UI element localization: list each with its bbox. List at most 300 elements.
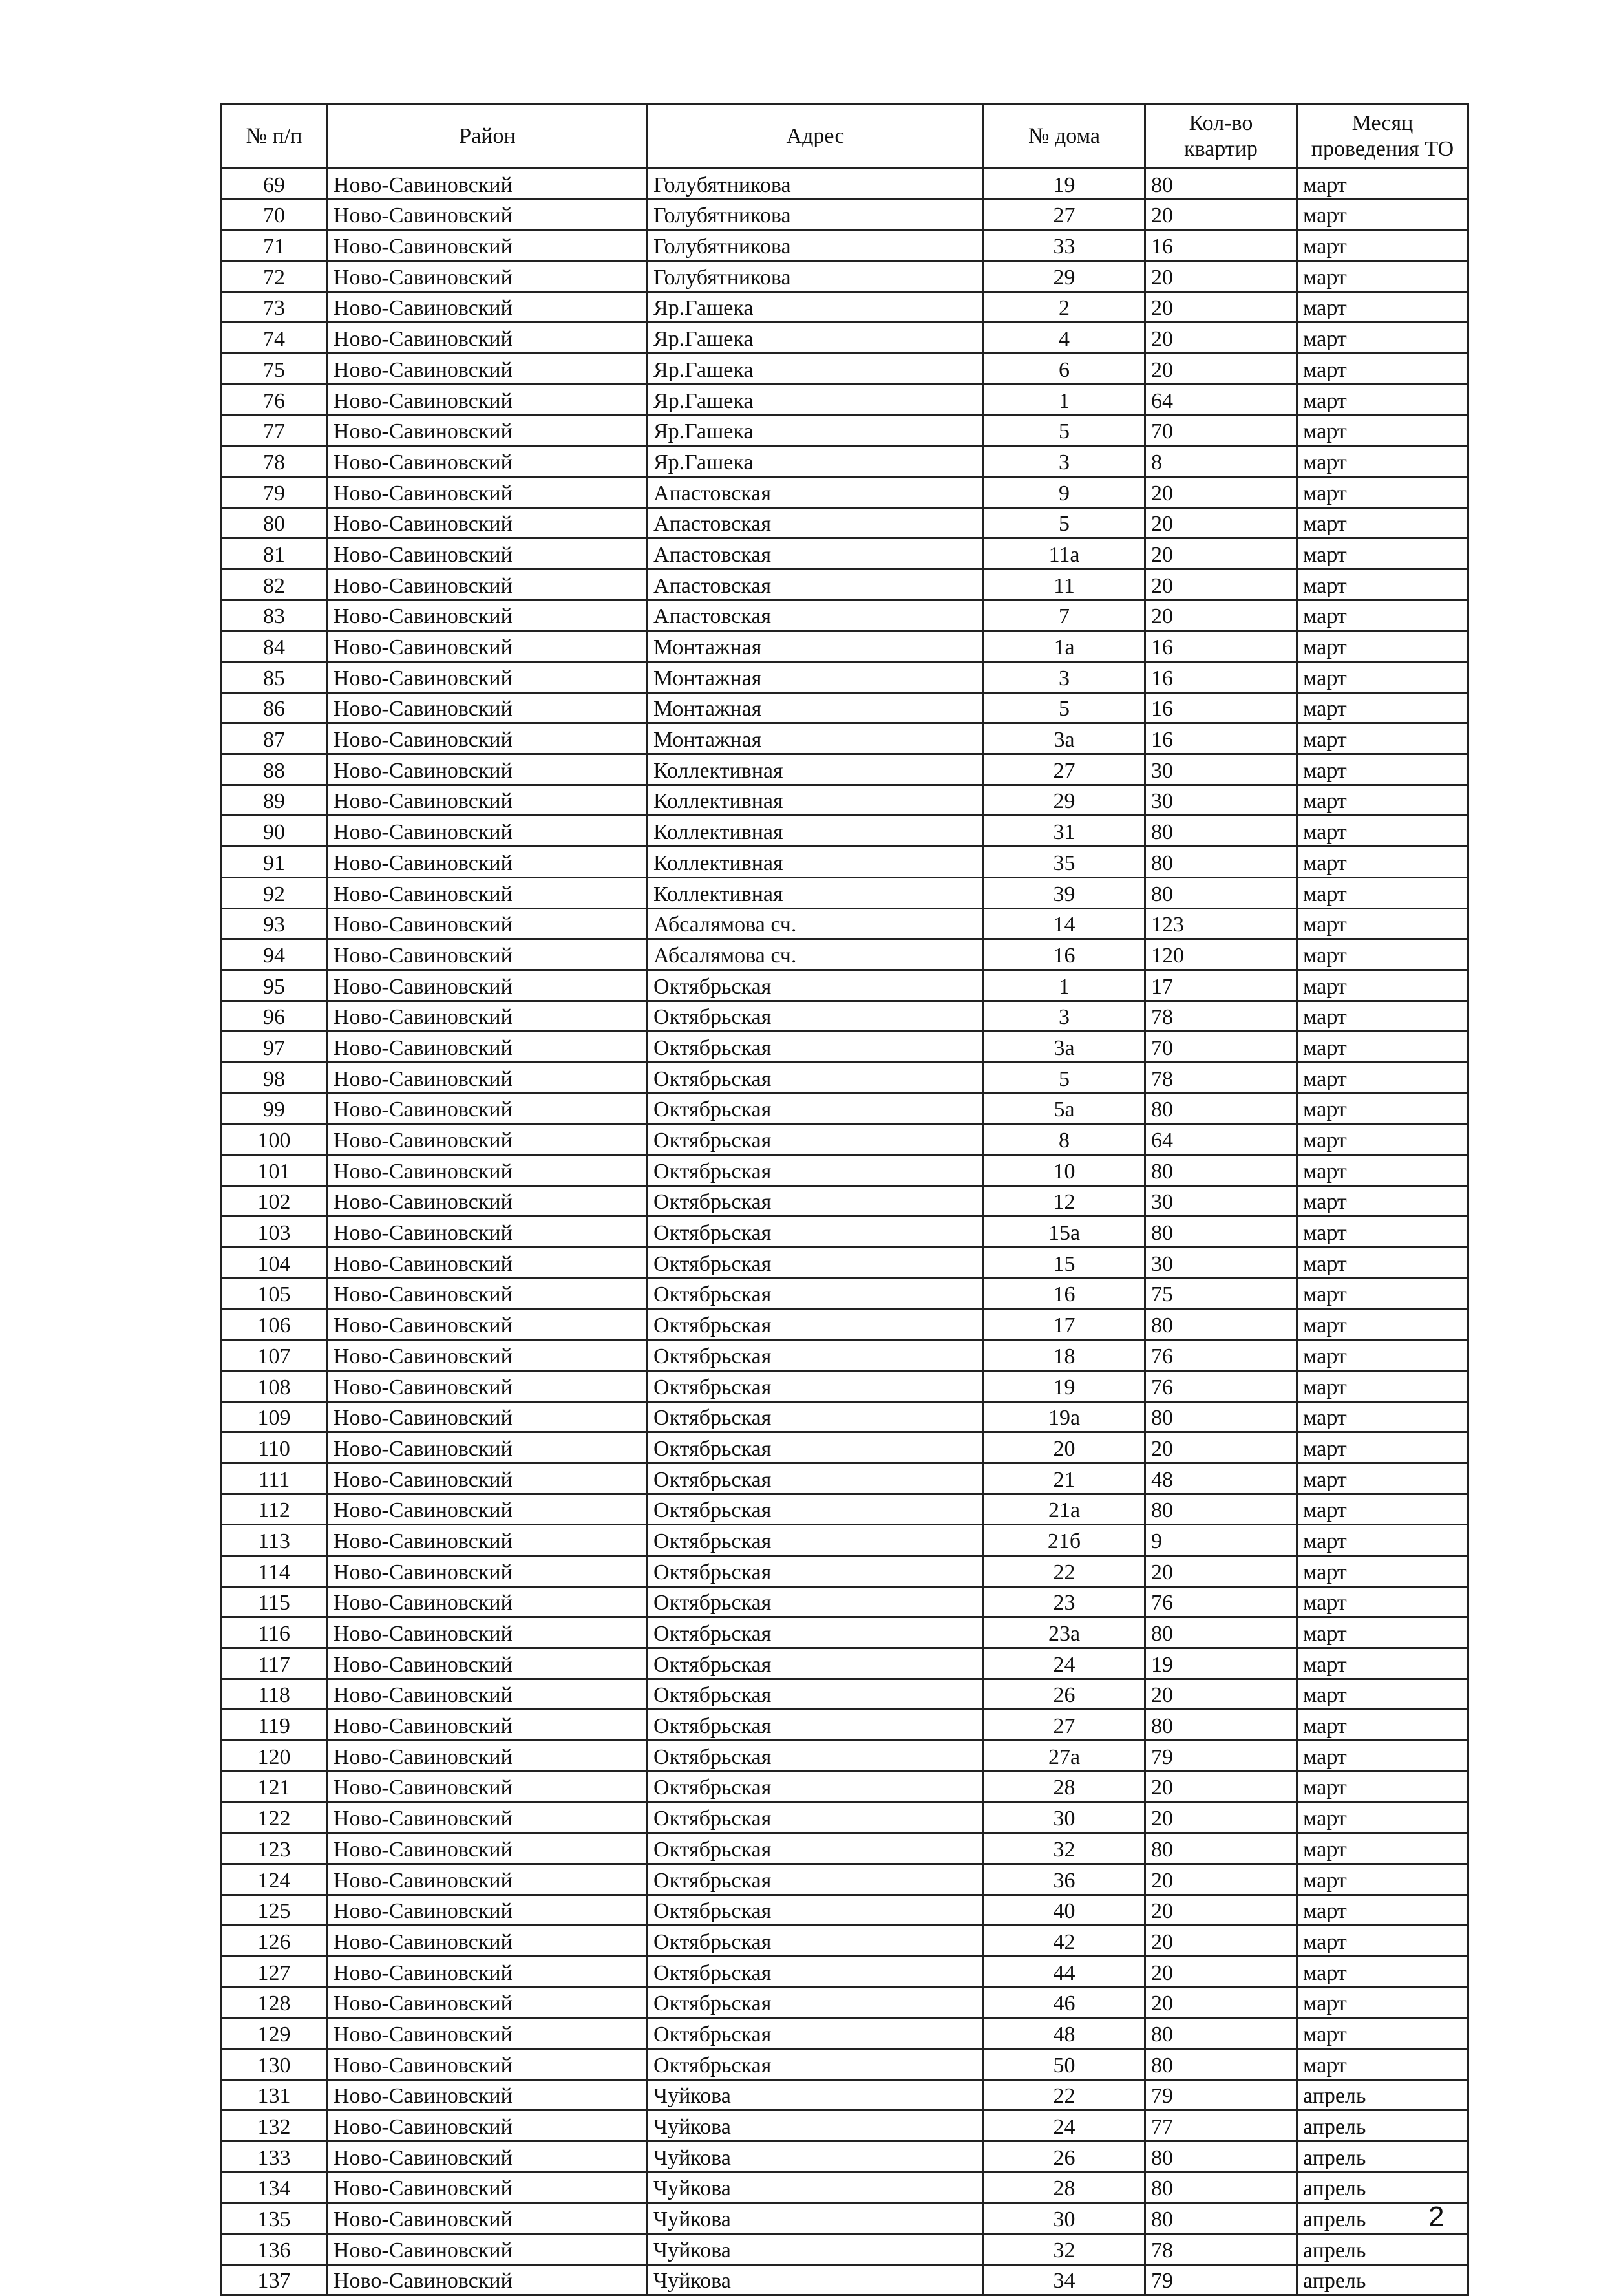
cell-district: Ново-Савиновский: [328, 631, 648, 662]
cell-house: 39: [984, 877, 1145, 908]
cell-house: 19а: [984, 1401, 1145, 1432]
cell-house: 5: [984, 507, 1145, 538]
cell-district: Ново-Савиновский: [328, 1093, 648, 1124]
cell-house: 21: [984, 1463, 1145, 1494]
cell-district: Ново-Савиновский: [328, 446, 648, 477]
cell-house: 27: [984, 199, 1145, 230]
cell-district: Ново-Савиновский: [328, 1956, 648, 1987]
table-row: [221, 1185, 1468, 1217]
cell-flats: 20: [1145, 1864, 1297, 1895]
cell-flats: 76: [1145, 1340, 1297, 1371]
cell-address: Октябрьская: [648, 1679, 984, 1710]
table-row: [221, 1248, 1468, 1279]
cell-district: Ново-Савиновский: [328, 2110, 648, 2142]
cell-district: Ново-Савиновский: [328, 1432, 648, 1463]
table-row: [221, 1093, 1468, 1124]
cell-flats: 20: [1145, 1956, 1297, 1987]
cell-num: 112: [221, 1494, 328, 1525]
cell-house: 5: [984, 415, 1145, 446]
cell-month: март: [1297, 877, 1468, 908]
cell-month: март: [1297, 292, 1468, 323]
cell-flats: 20: [1145, 323, 1297, 354]
cell-flats: 16: [1145, 692, 1297, 723]
cell-num: 79: [221, 476, 328, 507]
cell-address: Октябрьская: [648, 1617, 984, 1648]
cell-num: 73: [221, 292, 328, 323]
cell-flats: 80: [1145, 2018, 1297, 2049]
cell-house: 34: [984, 2264, 1145, 2295]
cell-num: 136: [221, 2234, 328, 2265]
cell-flats: 78: [1145, 1001, 1297, 1032]
cell-num: 114: [221, 1555, 328, 1586]
table-row: [221, 1062, 1468, 1093]
cell-house: 26: [984, 2142, 1145, 2173]
cell-month: март: [1297, 1741, 1468, 1772]
cell-month: март: [1297, 847, 1468, 878]
cell-flats: 20: [1145, 1771, 1297, 1802]
table-row: [221, 1155, 1468, 1186]
cell-flats: 64: [1145, 384, 1297, 415]
cell-flats: 76: [1145, 1586, 1297, 1617]
cell-num: 124: [221, 1864, 328, 1895]
header-month: Месяц проведения ТО: [1297, 105, 1468, 169]
cell-district: Ново-Савиновский: [328, 600, 648, 631]
cell-district: Ново-Савиновский: [328, 292, 648, 323]
cell-num: 95: [221, 970, 328, 1001]
cell-flats: 80: [1145, 1309, 1297, 1340]
table-row: [221, 169, 1468, 200]
cell-district: Ново-Савиновский: [328, 1895, 648, 1926]
cell-house: 32: [984, 1833, 1145, 1864]
cell-house: 11: [984, 569, 1145, 600]
cell-house: 29: [984, 785, 1145, 816]
cell-house: 18: [984, 1340, 1145, 1371]
table-row: [221, 1741, 1468, 1772]
cell-flats: 20: [1145, 569, 1297, 600]
cell-district: Ново-Савиновский: [328, 1771, 648, 1802]
cell-month: март: [1297, 261, 1468, 292]
cell-address: Монтажная: [648, 631, 984, 662]
cell-flats: 8: [1145, 446, 1297, 477]
table-row: [221, 1032, 1468, 1063]
cell-district: Ново-Савиновский: [328, 1586, 648, 1617]
table-row: [221, 507, 1468, 538]
cell-district: Ново-Савиновский: [328, 1926, 648, 1957]
cell-month: апрель: [1297, 2172, 1468, 2203]
table-row: [221, 1802, 1468, 1833]
table-row: [221, 1833, 1468, 1864]
cell-flats: 80: [1145, 1710, 1297, 1741]
cell-address: Октябрьская: [648, 1802, 984, 1833]
cell-address: Голубятникова: [648, 230, 984, 261]
cell-house: 1а: [984, 631, 1145, 662]
cell-num: 133: [221, 2142, 328, 2173]
table-row: [221, 1124, 1468, 1155]
table-row: [221, 2142, 1468, 2173]
cell-house: 50: [984, 2048, 1145, 2079]
cell-house: 23а: [984, 1617, 1145, 1648]
cell-month: апрель: [1297, 2142, 1468, 2173]
cell-num: 134: [221, 2172, 328, 2203]
cell-flats: 70: [1145, 1032, 1297, 1063]
cell-month: март: [1297, 199, 1468, 230]
table-row: [221, 1895, 1468, 1926]
cell-num: 86: [221, 692, 328, 723]
cell-district: Ново-Савиновский: [328, 415, 648, 446]
page-number: 2: [1428, 2201, 1445, 2233]
cell-month: март: [1297, 1956, 1468, 1987]
cell-num: 71: [221, 230, 328, 261]
cell-district: Ново-Савиновский: [328, 970, 648, 1001]
cell-district: Ново-Савиновский: [328, 1032, 648, 1063]
cell-house: 2: [984, 292, 1145, 323]
cell-house: 24: [984, 2110, 1145, 2142]
cell-address: Голубятникова: [648, 261, 984, 292]
cell-district: Ново-Савиновский: [328, 816, 648, 847]
cell-month: март: [1297, 1278, 1468, 1309]
cell-house: 30: [984, 1802, 1145, 1833]
cell-flats: 120: [1145, 939, 1297, 970]
cell-num: 125: [221, 1895, 328, 1926]
cell-month: март: [1297, 723, 1468, 754]
cell-address: Октябрьская: [648, 1956, 984, 1987]
cell-address: Октябрьская: [648, 1062, 984, 1093]
cell-district: Ново-Савиновский: [328, 754, 648, 785]
cell-district: Ново-Савиновский: [328, 2172, 648, 2203]
cell-num: 100: [221, 1124, 328, 1155]
cell-month: март: [1297, 785, 1468, 816]
cell-num: 117: [221, 1648, 328, 1679]
cell-district: Ново-Савиновский: [328, 2234, 648, 2265]
cell-num: 88: [221, 754, 328, 785]
table-row: [221, 877, 1468, 908]
table-row: [221, 1525, 1468, 1556]
cell-month: март: [1297, 230, 1468, 261]
cell-address: Октябрьская: [648, 1895, 984, 1926]
cell-flats: 20: [1145, 354, 1297, 385]
cell-month: март: [1297, 1309, 1468, 1340]
cell-address: Чуйкова: [648, 2234, 984, 2265]
cell-month: март: [1297, 569, 1468, 600]
cell-house: 15: [984, 1248, 1145, 1279]
cell-address: Октябрьская: [648, 1124, 984, 1155]
cell-month: март: [1297, 754, 1468, 785]
cell-flats: 78: [1145, 1062, 1297, 1093]
table-row: [221, 847, 1468, 878]
header-flats: Кол-во квартир: [1145, 105, 1297, 169]
header-address: Адрес: [648, 105, 984, 169]
cell-num: 94: [221, 939, 328, 970]
cell-num: 135: [221, 2203, 328, 2234]
cell-address: Октябрьская: [648, 1340, 984, 1371]
cell-address: Абсалямова сч.: [648, 908, 984, 939]
cell-num: 108: [221, 1370, 328, 1401]
cell-flats: 20: [1145, 292, 1297, 323]
cell-month: март: [1297, 1093, 1468, 1124]
cell-address: Октябрьская: [648, 1432, 984, 1463]
table-row: [221, 1370, 1468, 1401]
cell-flats: 17: [1145, 970, 1297, 1001]
cell-flats: 20: [1145, 1895, 1297, 1926]
cell-house: 5: [984, 692, 1145, 723]
cell-house: 22: [984, 2079, 1145, 2110]
cell-flats: 16: [1145, 230, 1297, 261]
cell-house: 28: [984, 1771, 1145, 1802]
cell-address: Чуйкова: [648, 2142, 984, 2173]
cell-district: Ново-Савиновский: [328, 662, 648, 693]
cell-district: Ново-Савиновский: [328, 169, 648, 200]
cell-district: Ново-Савиновский: [328, 1987, 648, 2018]
table-row: [221, 384, 1468, 415]
cell-address: Чуйкова: [648, 2264, 984, 2295]
cell-address: Октябрьская: [648, 1401, 984, 1432]
cell-house: 30: [984, 2203, 1145, 2234]
cell-num: 128: [221, 1987, 328, 2018]
table-row: [221, 1555, 1468, 1586]
cell-district: Ново-Савиновский: [328, 1833, 648, 1864]
cell-num: 75: [221, 354, 328, 385]
cell-month: март: [1297, 1864, 1468, 1895]
cell-district: Ново-Савиновский: [328, 476, 648, 507]
cell-month: апрель: [1297, 2203, 1468, 2234]
cell-address: Коллективная: [648, 754, 984, 785]
cell-month: март: [1297, 507, 1468, 538]
cell-house: 46: [984, 1987, 1145, 2018]
cell-flats: 80: [1145, 1617, 1297, 1648]
table-row: [221, 1617, 1468, 1648]
cell-num: 82: [221, 569, 328, 600]
cell-flats: 80: [1145, 1833, 1297, 1864]
cell-month: март: [1297, 939, 1468, 970]
table-row: [221, 1987, 1468, 2018]
table-row: [221, 1278, 1468, 1309]
cell-month: март: [1297, 1062, 1468, 1093]
cell-flats: 30: [1145, 1185, 1297, 1217]
table-row: [221, 1864, 1468, 1895]
cell-flats: 16: [1145, 662, 1297, 693]
cell-flats: 16: [1145, 723, 1297, 754]
header-district: Район: [328, 105, 648, 169]
cell-num: 116: [221, 1617, 328, 1648]
cell-district: Ново-Савиновский: [328, 2142, 648, 2173]
table-row: [221, 2048, 1468, 2079]
cell-address: Голубятникова: [648, 199, 984, 230]
cell-district: Ново-Савиновский: [328, 384, 648, 415]
cell-district: Ново-Савиновский: [328, 507, 648, 538]
cell-month: март: [1297, 2018, 1468, 2049]
cell-address: Голубятникова: [648, 169, 984, 200]
cell-house: 22: [984, 1555, 1145, 1586]
cell-month: март: [1297, 1555, 1468, 1586]
cell-month: март: [1297, 1401, 1468, 1432]
cell-house: 19: [984, 169, 1145, 200]
table-row: [221, 569, 1468, 600]
cell-num: 101: [221, 1155, 328, 1186]
cell-flats: 30: [1145, 754, 1297, 785]
cell-district: Ново-Савиновский: [328, 1309, 648, 1340]
cell-num: 69: [221, 169, 328, 200]
cell-district: Ново-Савиновский: [328, 2079, 648, 2110]
cell-num: 106: [221, 1309, 328, 1340]
cell-num: 99: [221, 1093, 328, 1124]
table-row: [221, 2018, 1468, 2049]
cell-district: Ново-Савиновский: [328, 1278, 648, 1309]
cell-address: Апастовская: [648, 569, 984, 600]
cell-month: апрель: [1297, 2264, 1468, 2295]
cell-district: Ново-Савиновский: [328, 1648, 648, 1679]
header-house: № дома: [984, 105, 1145, 169]
table-row: [221, 631, 1468, 662]
cell-month: март: [1297, 1710, 1468, 1741]
cell-month: март: [1297, 1926, 1468, 1957]
cell-address: Октябрьская: [648, 1926, 984, 1957]
cell-house: 11а: [984, 538, 1145, 569]
cell-flats: 9: [1145, 1525, 1297, 1556]
cell-num: 127: [221, 1956, 328, 1987]
cell-flats: 20: [1145, 507, 1297, 538]
cell-num: 90: [221, 816, 328, 847]
cell-house: 4: [984, 323, 1145, 354]
cell-num: 122: [221, 1802, 328, 1833]
cell-month: апрель: [1297, 2234, 1468, 2265]
cell-address: Октябрьская: [648, 1155, 984, 1186]
table-row: [221, 662, 1468, 693]
cell-flats: 20: [1145, 1432, 1297, 1463]
cell-address: Апастовская: [648, 600, 984, 631]
cell-month: март: [1297, 1987, 1468, 2018]
cell-house: 1: [984, 970, 1145, 1001]
cell-address: Октябрьская: [648, 1525, 984, 1556]
cell-district: Ново-Савиновский: [328, 1370, 648, 1401]
cell-flats: 20: [1145, 1926, 1297, 1957]
cell-district: Ново-Савиновский: [328, 538, 648, 569]
cell-house: 3: [984, 662, 1145, 693]
cell-month: март: [1297, 1185, 1468, 1217]
cell-flats: 19: [1145, 1648, 1297, 1679]
cell-district: Ново-Савиновский: [328, 723, 648, 754]
cell-district: Ново-Савиновский: [328, 230, 648, 261]
table-row: [221, 1679, 1468, 1710]
cell-house: 5а: [984, 1093, 1145, 1124]
cell-district: Ново-Савиновский: [328, 1494, 648, 1525]
cell-district: Ново-Савиновский: [328, 354, 648, 385]
cell-month: март: [1297, 1155, 1468, 1186]
cell-district: Ново-Савиновский: [328, 2203, 648, 2234]
housing-maintenance-table: [220, 103, 1469, 2296]
cell-district: Ново-Савиновский: [328, 1062, 648, 1093]
cell-num: 85: [221, 662, 328, 693]
header-num: № п/п: [221, 105, 328, 169]
cell-num: 81: [221, 538, 328, 569]
cell-flats: 20: [1145, 1555, 1297, 1586]
table-row: [221, 1401, 1468, 1432]
table-row: [221, 785, 1468, 816]
cell-house: 44: [984, 1956, 1145, 1987]
table-row: [221, 2264, 1468, 2295]
cell-house: 19: [984, 1370, 1145, 1401]
cell-district: Ново-Савиновский: [328, 1185, 648, 1217]
cell-house: 17: [984, 1309, 1145, 1340]
table-row: [221, 1463, 1468, 1494]
cell-flats: 79: [1145, 2264, 1297, 2295]
cell-house: 3а: [984, 723, 1145, 754]
cell-house: 7: [984, 600, 1145, 631]
table-header-row: [221, 105, 1468, 169]
cell-flats: 76: [1145, 1370, 1297, 1401]
cell-num: 89: [221, 785, 328, 816]
table-row: [221, 1926, 1468, 1957]
table-row: [221, 538, 1468, 569]
cell-flats: 80: [1145, 877, 1297, 908]
cell-district: Ново-Савиновский: [328, 1525, 648, 1556]
cell-address: Чуйкова: [648, 2079, 984, 2110]
table-row: [221, 354, 1468, 385]
cell-house: 28: [984, 2172, 1145, 2203]
cell-num: 103: [221, 1217, 328, 1248]
table-row: [221, 1217, 1468, 1248]
table-row: [221, 323, 1468, 354]
table-row: [221, 2110, 1468, 2142]
cell-num: 87: [221, 723, 328, 754]
table-row: [221, 446, 1468, 477]
cell-month: март: [1297, 446, 1468, 477]
cell-address: Апастовская: [648, 476, 984, 507]
table-row: [221, 970, 1468, 1001]
cell-district: Ново-Савиновский: [328, 1710, 648, 1741]
cell-num: 130: [221, 2048, 328, 2079]
cell-district: Ново-Савиновский: [328, 1679, 648, 1710]
cell-district: Ново-Савиновский: [328, 2018, 648, 2049]
cell-num: 119: [221, 1710, 328, 1741]
cell-flats: 77: [1145, 2110, 1297, 2142]
cell-address: Октябрьская: [648, 2018, 984, 2049]
cell-address: Октябрьская: [648, 1309, 984, 1340]
cell-district: Ново-Савиновский: [328, 1617, 648, 1648]
cell-month: март: [1297, 1679, 1468, 1710]
cell-address: Октябрьская: [648, 1586, 984, 1617]
cell-num: 109: [221, 1401, 328, 1432]
cell-address: Октябрьская: [648, 1093, 984, 1124]
cell-house: 32: [984, 2234, 1145, 2265]
cell-flats: 79: [1145, 2079, 1297, 2110]
cell-flats: 80: [1145, 847, 1297, 878]
cell-month: март: [1297, 1648, 1468, 1679]
cell-flats: 48: [1145, 1463, 1297, 1494]
table-row: [221, 261, 1468, 292]
cell-flats: 20: [1145, 1987, 1297, 2018]
cell-house: 8: [984, 1124, 1145, 1155]
cell-month: март: [1297, 354, 1468, 385]
cell-house: 40: [984, 1895, 1145, 1926]
cell-district: Ново-Савиновский: [328, 2048, 648, 2079]
cell-house: 14: [984, 908, 1145, 939]
cell-district: Ново-Савиновский: [328, 692, 648, 723]
table-row: [221, 1956, 1468, 1987]
cell-address: Апастовская: [648, 538, 984, 569]
cell-address: Октябрьская: [648, 1555, 984, 1586]
table-row: [221, 816, 1468, 847]
cell-house: 15а: [984, 1217, 1145, 1248]
table-row: [221, 692, 1468, 723]
cell-num: 91: [221, 847, 328, 878]
cell-month: март: [1297, 169, 1468, 200]
cell-house: 24: [984, 1648, 1145, 1679]
cell-month: март: [1297, 2048, 1468, 2079]
cell-address: Яр.Гашека: [648, 384, 984, 415]
cell-month: март: [1297, 1802, 1468, 1833]
cell-num: 77: [221, 415, 328, 446]
table-row: [221, 1648, 1468, 1679]
